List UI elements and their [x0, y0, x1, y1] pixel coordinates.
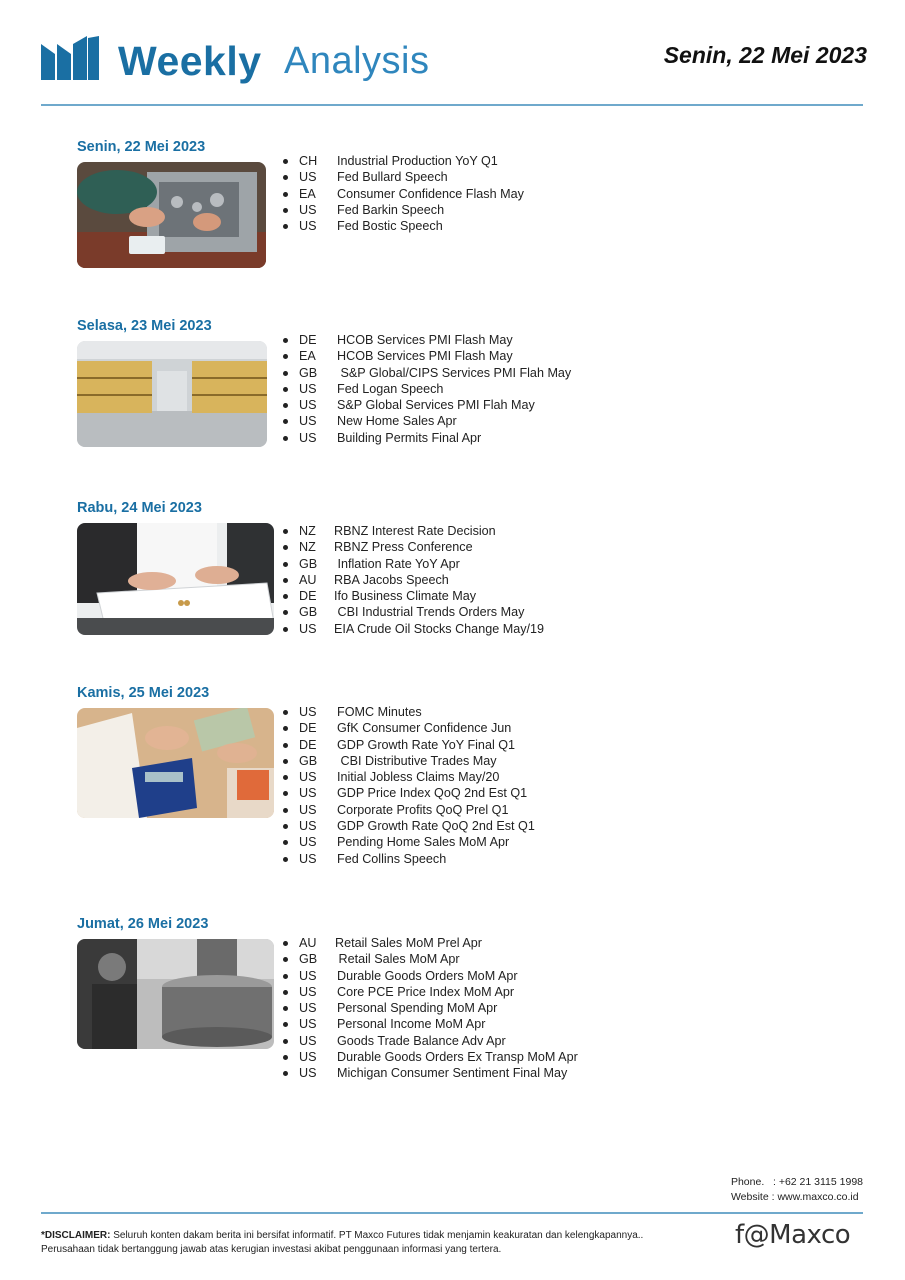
phone-text: Phone. : +62 21 3115 1998 — [730, 1176, 863, 1188]
weekly-analysis-logo-icon — [41, 36, 99, 80]
event-item: US Initial Jobless Claims May/20 — [299, 769, 535, 785]
event-item: US Fed Bostic Speech — [299, 218, 524, 234]
event-item: US S&P Global Services PMI Flah May — [299, 397, 571, 413]
event-item: US Michigan Consumer Sentiment Final May — [299, 1065, 578, 1081]
event-item: EA HCOB Services PMI Flash May — [299, 348, 571, 364]
event-item: US Durable Goods Orders MoM Apr — [299, 968, 578, 984]
event-item: US Durable Goods Orders Ex Transp MoM Apr — [299, 1049, 578, 1065]
day-title: Kamis, 25 Mei 2023 — [77, 685, 210, 701]
event-list — [299, 523, 544, 637]
event-item: US FOMC Minutes — [299, 704, 535, 720]
event-item: NZ RBNZ Interest Rate Decision — [299, 523, 544, 539]
event-item: DE GDP Growth Rate YoY Final Q1 — [299, 737, 535, 753]
event-item: US New Home Sales Apr — [299, 413, 571, 429]
event-item: US Building Permits Final Apr — [299, 430, 571, 446]
day-section-jumat — [77, 915, 578, 1081]
event-item: US Fed Logan Speech — [299, 381, 571, 397]
disclaimer-line-1: Seluruh konten dakam berita ini bersifat informatif. PT Maxco Futures tidak menjamin keakuratan dan kelengkapannya.. — [110, 1230, 644, 1241]
day-title: Senin, 22 Mei 2023 — [77, 139, 206, 155]
brand-title-light: Analysis — [284, 40, 430, 82]
social-handle[interactable]: f@Maxco — [735, 1220, 851, 1250]
event-item: DE HCOB Services PMI Flash May — [299, 332, 571, 348]
event-item: GB CBI Industrial Trends Orders May — [299, 604, 544, 620]
website-text[interactable]: Website : www.maxco.co.id — [730, 1190, 859, 1203]
day-photo-computer-repair — [77, 162, 266, 268]
event-item: US Fed Barkin Speech — [299, 202, 524, 218]
day-photo-warehouse — [77, 341, 267, 447]
event-item: US Pending Home Sales MoM Apr — [299, 834, 535, 850]
event-item: US Core PCE Price Index MoM Apr — [299, 984, 578, 1000]
day-title: Selasa, 23 Mei 2023 — [77, 318, 212, 334]
header-divider — [41, 104, 863, 106]
day-photo-factory-worker — [77, 939, 274, 1049]
contact-info — [731, 1175, 863, 1204]
event-list — [299, 704, 535, 867]
event-list — [299, 153, 524, 234]
event-item: US Fed Bullard Speech — [299, 169, 524, 185]
event-item: US GDP Price Index QoQ 2nd Est Q1 — [299, 785, 535, 801]
day-section-selasa — [77, 317, 572, 447]
event-item: US Personal Income MoM Apr — [299, 1016, 578, 1032]
event-item: AU RBA Jacobs Speech — [299, 572, 544, 588]
event-item: AU Retail Sales MoM Prel Apr — [299, 935, 578, 951]
event-item: CH Industrial Production YoY Q1 — [299, 153, 524, 169]
disclaimer-label: *DISCLAIMER: — [41, 1230, 111, 1241]
event-item: US Corporate Profits QoQ Prel Q1 — [299, 802, 535, 818]
footer-divider — [41, 1212, 863, 1214]
event-item: GB S&P Global/CIPS Services PMI Flah May — [299, 365, 571, 381]
event-item: GB CBI Distributive Trades May — [299, 753, 535, 769]
event-item: US Fed Collins Speech — [299, 851, 535, 867]
report-date: Senin, 22 Mei 2023 — [663, 42, 867, 68]
event-item: EA Consumer Confidence Flash May — [299, 186, 524, 202]
disclaimer — [41, 1229, 721, 1257]
day-section-rabu — [77, 499, 544, 636]
day-photo-calculator-money — [77, 708, 274, 818]
event-list — [299, 332, 571, 446]
event-list — [299, 935, 578, 1082]
event-item: NZ RBNZ Press Conference — [299, 539, 544, 555]
event-item: US GDP Growth Rate QoQ 2nd Est Q1 — [299, 818, 535, 834]
event-item: US Personal Spending MoM Apr — [299, 1000, 578, 1016]
brand-title-bold: Weekly — [118, 38, 262, 84]
event-item: US EIA Crude Oil Stocks Change May/19 — [299, 621, 544, 637]
event-item: GB Inflation Rate YoY Apr — [299, 556, 544, 572]
day-section-senin — [77, 138, 524, 268]
event-item: GB Retail Sales MoM Apr — [299, 951, 578, 967]
day-photo-contract-signing — [77, 523, 274, 635]
day-section-kamis — [77, 684, 535, 866]
disclaimer-line-2: Perusahaan tidak bertanggung jawab atas kerugian investasi akibat penggunaan informasi yang tertera. — [41, 1244, 502, 1255]
event-item: US Goods Trade Balance Adv Apr — [299, 1033, 578, 1049]
event-item: DE GfK Consumer Confidence Jun — [299, 720, 535, 736]
day-title: Rabu, 24 Mei 2023 — [77, 500, 202, 516]
day-title: Jumat, 26 Mei 2023 — [77, 916, 209, 932]
event-item: DE Ifo Business Climate May — [299, 588, 544, 604]
